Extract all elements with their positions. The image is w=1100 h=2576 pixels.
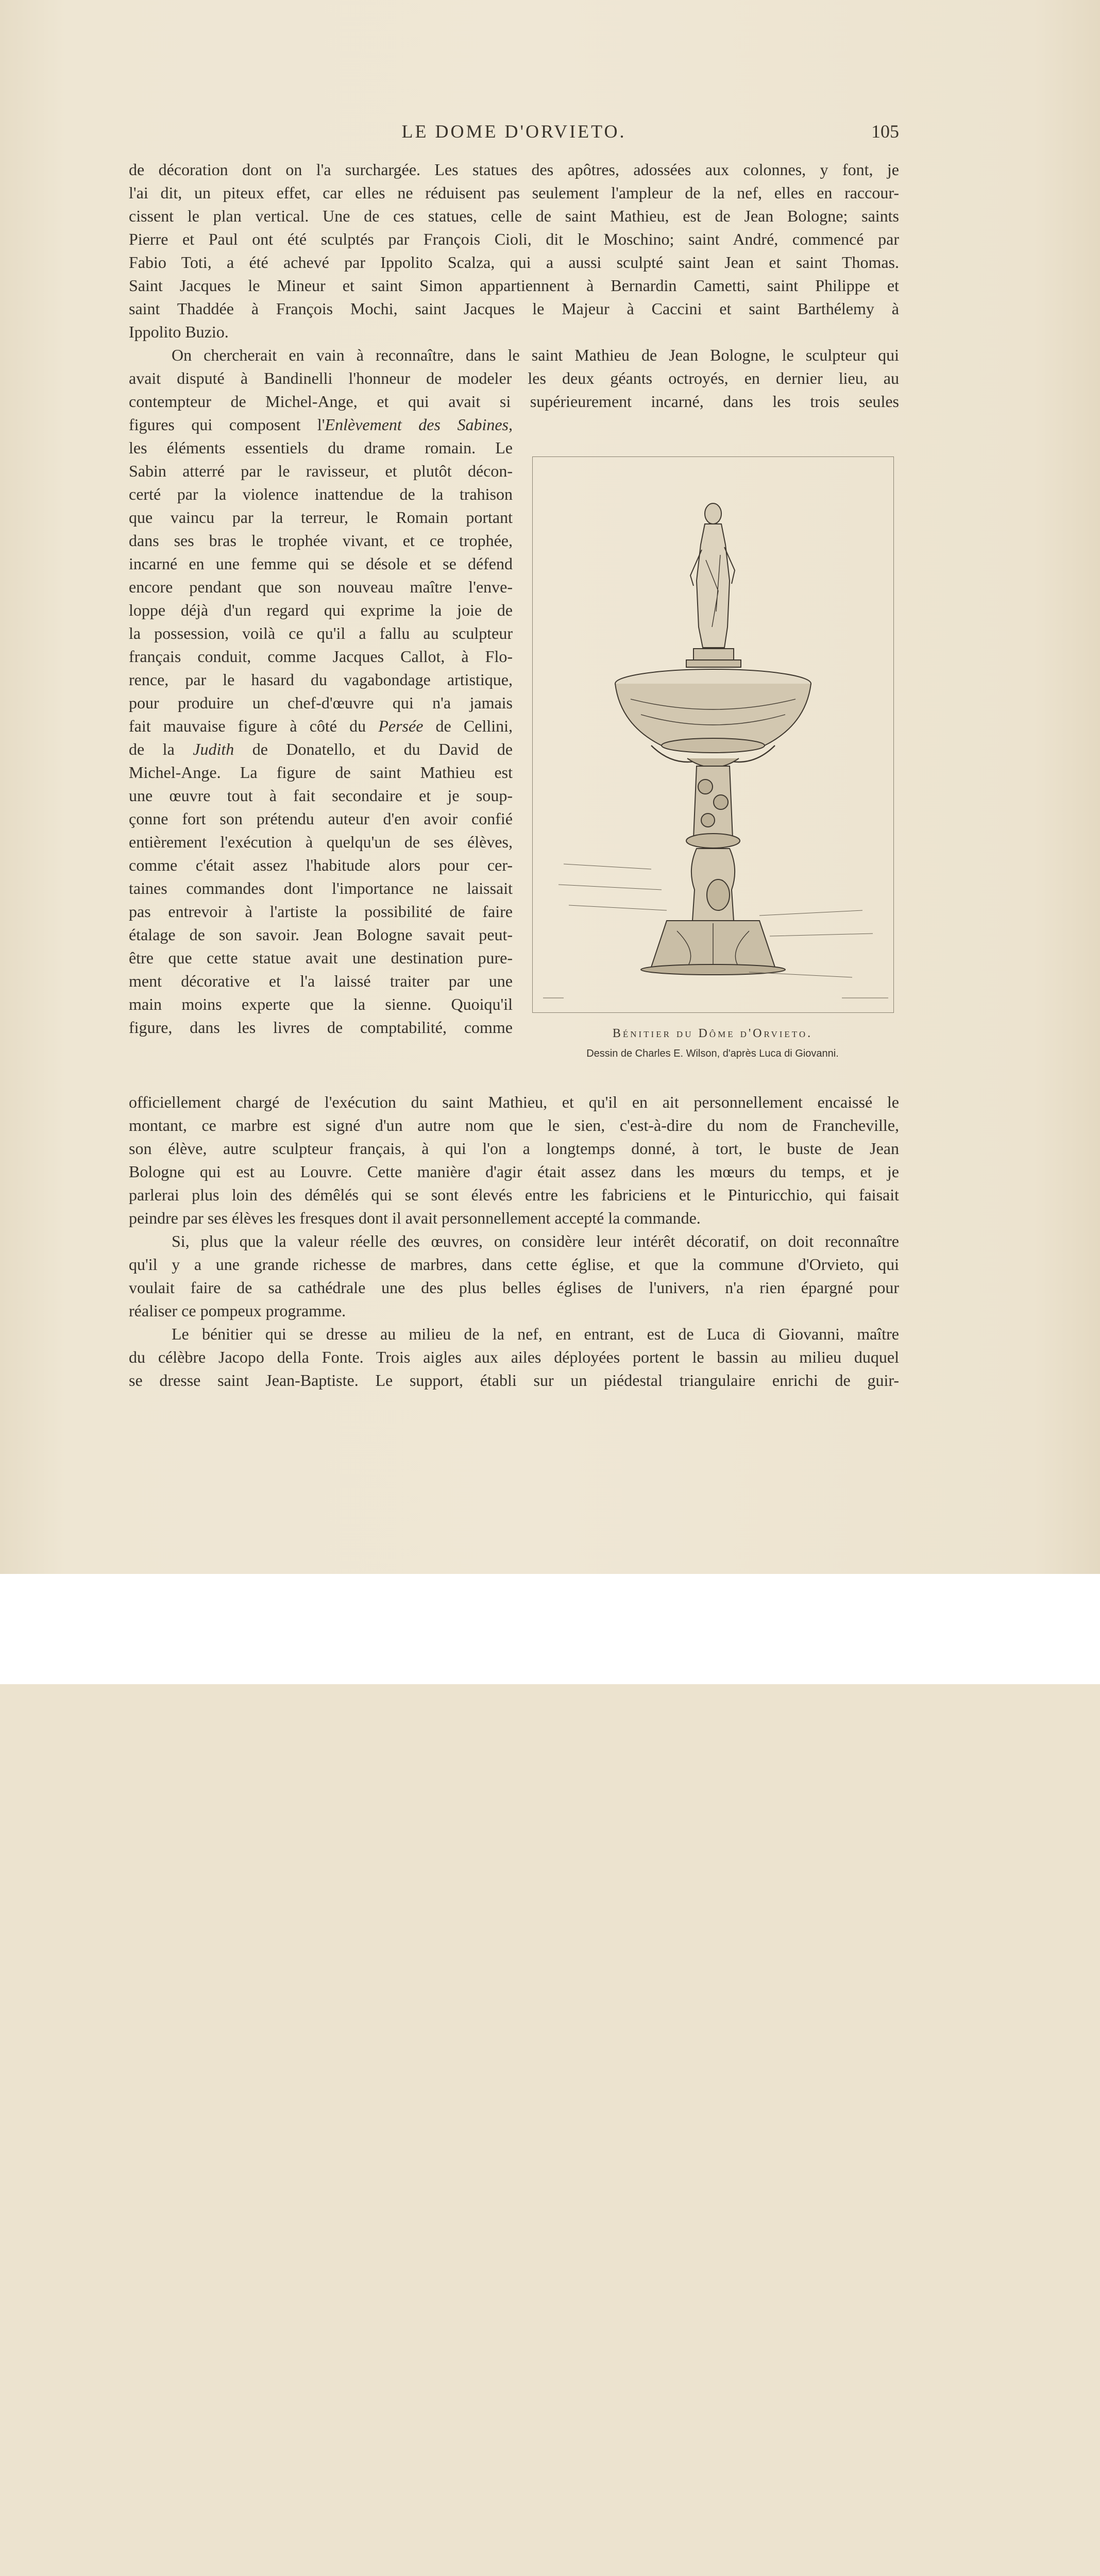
body-line: son élève, autre sculpteur français, à qui l'on a longtemps donné, à tort, le buste de Jean [129, 1139, 899, 1158]
column-line: les éléments essentiels du drame romain. Le [129, 438, 513, 457]
column-line: comme c'était assez l'habitude alors pour cer- [129, 856, 513, 874]
body-line: l'ai dit, un piteux effet, car elles ne réduisent pas seulement l'ampleur de la nef, elles en raccour- [129, 183, 899, 202]
body-line: réaliser ce pompeux programme. [129, 1301, 346, 1320]
column-line: loppe déjà d'un regard qui exprime la joie de [129, 601, 513, 619]
column-line: certé par la violence inattendue de la trahison [129, 485, 513, 503]
column-line: çonne fort son prétendu auteur d'en avoir confié [129, 809, 513, 828]
column-line: de la Judith de Donatello, et du David de [129, 740, 513, 758]
body-line: qu'il y a une grande richesse de marbres, dans cette église, et que la commune d'Orvieto, qui [129, 1255, 899, 1274]
running-head [129, 121, 899, 151]
body-line: du célèbre Jacopo della Fonte. Trois aigles aux ailes déployées portent le bassin au milieu duquel [129, 1348, 899, 1366]
body-line: cissent le plan vertical. Une de ces statues, celle de saint Mathieu, est de Jean Bologne; saints [129, 207, 899, 225]
body-line: avait disputé à Bandinelli l'honneur de modeler les deux géants octroyés, en dernier lieu, au [129, 369, 899, 387]
column-line: pas entrevoir à l'artiste la possibilité de faire [129, 902, 513, 921]
body-line: Si, plus que la valeur réelle des œuvres, on considère leur intérêt décoratif, on doit reconnaître [172, 1232, 899, 1250]
column-line: étalage de son savoir. Jean Bologne savait peut- [129, 925, 513, 944]
column-line: français conduit, comme Jacques Callot, à Flo- [129, 647, 513, 666]
column-line: incarné en une femme qui se désole et se défend [129, 554, 513, 573]
column-line: figures qui composent l'Enlèvement des Sabines, [129, 415, 513, 434]
column-line: dans ses bras le trophée vivant, et ce trophée, [129, 531, 513, 550]
column-line: une œuvre tout à fait secondaire et je soup- [129, 786, 513, 805]
body-line: parlerai plus loin des démêlés qui se sont élevés entre les fabriciens et le Pinturicchio, qui faisait [129, 1185, 899, 1204]
page-number: 105 [871, 121, 899, 142]
body-line: voulait faire de sa cathédrale une des plus belles églises de l'univers, n'a rien épargné pour [129, 1278, 899, 1297]
column-line: Sabin atterré par le ravisseur, et plutôt décon- [129, 462, 513, 480]
column-line: ment décorative et l'a laissé traiter par une [129, 972, 513, 990]
figure-caption-credit: Dessin de Charles E. Wilson, d'après Luca di Giovanni. [586, 1048, 839, 1059]
body-line: contempteur de Michel-Ange, et qui avait si supérieurement incarné, dans les trois seules [129, 392, 899, 411]
column-line: figure, dans les livres de comptabilité, comme [129, 1018, 513, 1037]
body-line: officiellement chargé de l'exécution du saint Mathieu, et qu'il en ait personnellement encaissé le [129, 1093, 899, 1111]
figure-caption-title: Bénitier du Dôme d'Orvieto. [612, 1027, 813, 1040]
column-line: taines commandes dont l'importance ne laissait [129, 879, 513, 897]
body-line: Bologne qui est au Louvre. Cette manière d'agir était assez dans les mœurs du temps, et je [129, 1162, 899, 1181]
body-line: de décoration dont on l'a surchargée. Les statues des apôtres, adossées aux colonnes, y font, je [129, 160, 899, 179]
body-line: montant, ce marbre est signé d'un autre nom que le sien, c'est-à-dire du nom de Francheville, [129, 1116, 899, 1134]
body-line: Ippolito Buzio. [129, 323, 229, 341]
body-line: peindre par ses élèves les fresques dont il avait personnellement accepté la commande. [129, 1209, 701, 1227]
body-line: saint Thaddée à François Mochi, saint Jacques le Majeur à Caccini et saint Barthélemy à [129, 299, 899, 318]
column-line: pour produire un chef-d'œuvre qui n'a jamais [129, 693, 513, 712]
body-line: Saint Jacques le Mineur et saint Simon appartiennent à Bernardin Cametti, saint Philippe et [129, 276, 899, 295]
column-line: que vaincu par la terreur, le Romain portant [129, 508, 513, 527]
column-line: entièrement l'exécution à quelqu'un de ses élèves, [129, 833, 513, 851]
column-line: encore pendant que son nouveau maître l'enve- [129, 578, 513, 596]
column-line: Michel-Ange. La figure de saint Mathieu est [129, 763, 513, 782]
column-line: rence, par le hasard du vagabondage artistique, [129, 670, 513, 689]
running-title: LE DOME D'ORVIETO. [401, 121, 627, 142]
font-engraving [532, 456, 894, 1013]
body-line: se dresse saint Jean-Baptiste. Le support, établi sur un piédestal triangulaire enrichi de guir- [129, 1371, 899, 1389]
body-line: On chercherait en vain à reconnaître, dans le saint Mathieu de Jean Bologne, le sculpteur qui [172, 346, 899, 364]
column-line: main moins experte que la sienne. Quoiqu'il [129, 995, 513, 1013]
body-line: Pierre et Paul ont été sculptés par François Cioli, dit le Moschino; saint André, commencé par [129, 230, 899, 248]
body-line: Le bénitier qui se dresse au milieu de la nef, en entrant, est de Luca di Giovanni, maître [172, 1325, 899, 1343]
digitization-footer [0, 1574, 1100, 1684]
column-line: la possession, voilà ce qu'il a fallu au sculpteur [129, 624, 513, 642]
column-line: fait mauvaise figure à côté du Persée de Cellini, [129, 717, 513, 735]
column-line: être que cette statue avait une destination pure- [129, 948, 513, 967]
body-line: Fabio Toti, a été achevé par Ippolito Scalza, qui a aussi sculpté saint Jean et saint Thomas. [129, 253, 899, 272]
